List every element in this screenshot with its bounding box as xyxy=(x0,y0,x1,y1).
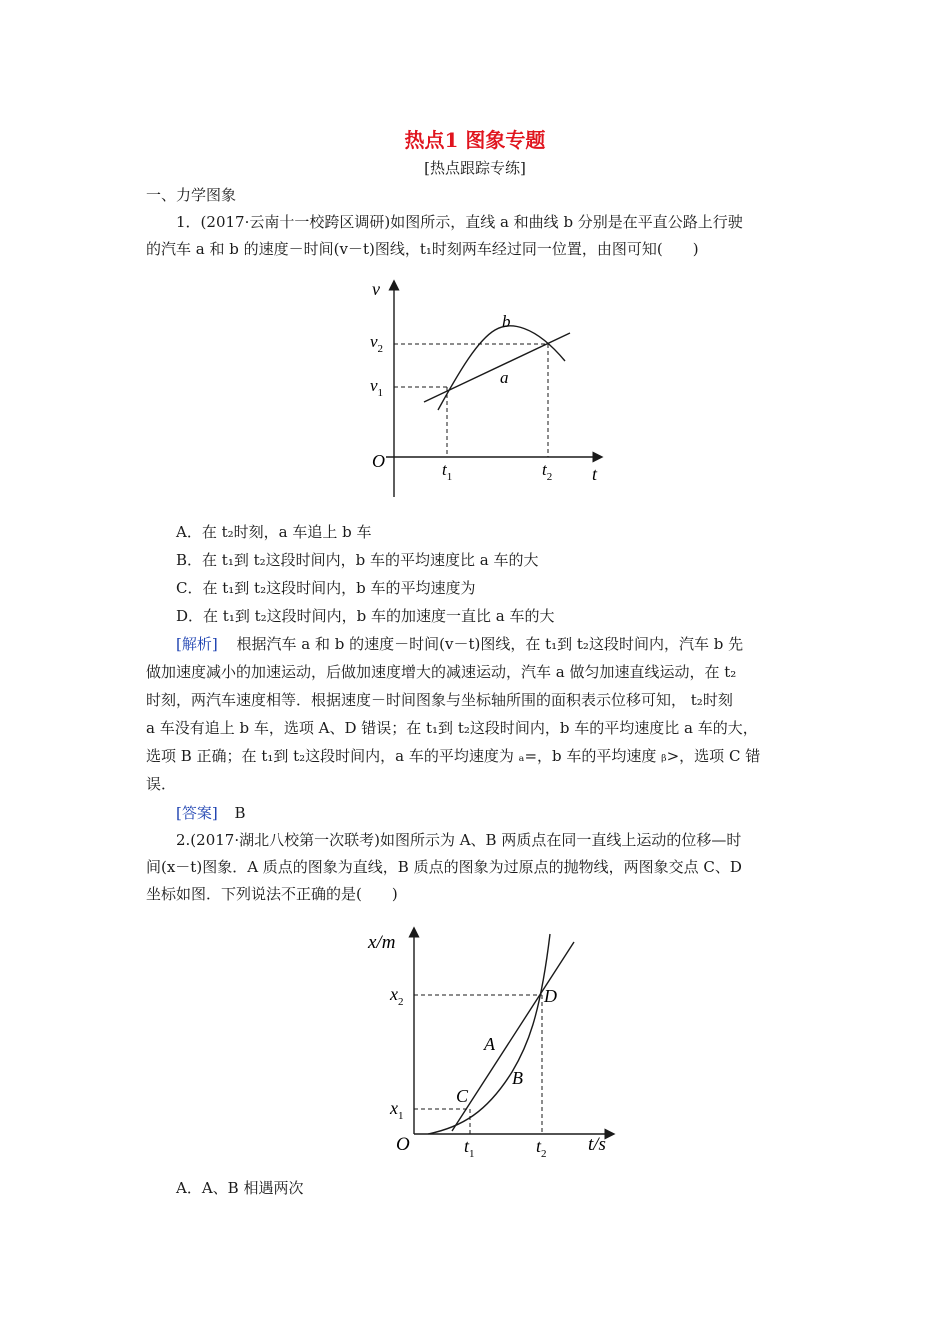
q1-analysis-line3: 时刻，两汽车速度相等．根据速度－时间图象与坐标轴所围的面积表示位移可知， t₂时刻 xyxy=(146,691,733,709)
q1-analysis-line5: 选项 B 正确；在 t₁到 t₂这段时间内，a 车的平均速度为 ₐ=，b 车的平均速度 ᵦ>，选项 C 错 xyxy=(146,747,761,765)
page-subtitle: [热点跟踪专练] xyxy=(424,159,526,177)
t2-label: $t_2$ xyxy=(542,460,553,483)
q1-analysis-line6: 误． xyxy=(146,775,177,793)
q1-stem-line1: 1．(2017·云南十一校跨区调研)如图所示，直线 a 和曲线 b 分别是在平直公路上行驶 xyxy=(176,213,743,231)
curve-b-label: b xyxy=(502,312,511,331)
line-A xyxy=(452,942,574,1131)
q2-xt-figure xyxy=(362,922,622,1162)
answer-value: B xyxy=(234,804,246,822)
q1-analysis-line2: 做加速度减小的加速运动，后做加速度增大的减速运动，汽车 a 做匀加速直线运动，在 t₂ xyxy=(146,663,737,681)
section-heading: 一、力学图象 xyxy=(146,186,237,204)
x1-label: $x_1$ xyxy=(390,1098,404,1122)
q1-option-d: D．在 t₁到 t₂这段时间内，b 车的加速度一直比 a 车的大 xyxy=(176,607,555,625)
t-axis-label: t xyxy=(592,464,598,484)
analysis-tag: [解析] xyxy=(176,635,218,653)
q1-analysis-line1: [解析] 根据汽车 a 和 b 的速度－时间(v－t)图线，在 t₁到 t₂这段时间内，汽车 b 先 xyxy=(176,635,744,653)
q2-stem-line3: 坐标如图．下列说法不正确的是( ) xyxy=(146,885,398,903)
t1-label-2: $t_1$ xyxy=(464,1136,475,1160)
v2-label: $v_2$ xyxy=(370,332,384,355)
label-B: B xyxy=(512,1068,523,1088)
answer-tag: [答案] xyxy=(176,804,218,822)
q1-vt-figure xyxy=(360,275,620,505)
q2-stem-line1: 2.(2017·湖北八校第一次联考)如图所示为 A、B 两质点在同一直线上运动的位移—时 xyxy=(176,831,742,849)
x-axis-label: x/m xyxy=(368,932,396,953)
t2-label-2: $t_2$ xyxy=(536,1136,547,1160)
q1-option-b: B．在 t₁到 t₂这段时间内，b 车的平均速度比 a 车的大 xyxy=(176,551,539,569)
q2-option-a: A．A、B 相遇两次 xyxy=(176,1179,304,1197)
label-C: C xyxy=(456,1086,469,1106)
v1-label: $v_1$ xyxy=(370,376,384,399)
origin-label: O xyxy=(372,451,385,471)
x2-label: $x_2$ xyxy=(390,984,404,1008)
q1-answer xyxy=(176,803,246,823)
q2-stem-line2: 间(x－t)图象．A 质点的图象为直线，B 质点的图象为过原点的抛物线，两图象交点 C、D xyxy=(146,858,742,876)
label-A: A xyxy=(484,1034,495,1054)
q1-option-a: A．在 t₂时刻，a 车追上 b 车 xyxy=(176,523,372,541)
t-axis-label-2: t/s xyxy=(588,1134,606,1155)
label-D: D xyxy=(544,986,557,1006)
q1-analysis-line4: a 车没有追上 b 车，选项 A、D 错误；在 t₁到 t₂这段时间内，b 车的平均速度比 a 车的大， xyxy=(146,719,758,737)
origin-label-2: O xyxy=(396,1134,410,1155)
v-axis-label: v xyxy=(372,279,380,299)
page-title: 热点1 图象专题 xyxy=(404,128,546,152)
t1-label: $t_1$ xyxy=(442,460,453,483)
q1-option-c: C．在 t₁到 t₂这段时间内，b 车的平均速度为 xyxy=(176,579,476,597)
curve-a-label: a xyxy=(500,368,509,387)
q1-stem-line2: 的汽车 a 和 b 的速度－时间(v－t)图线，t₁时刻两车经过同一位置，由图可知( ) xyxy=(146,240,699,258)
